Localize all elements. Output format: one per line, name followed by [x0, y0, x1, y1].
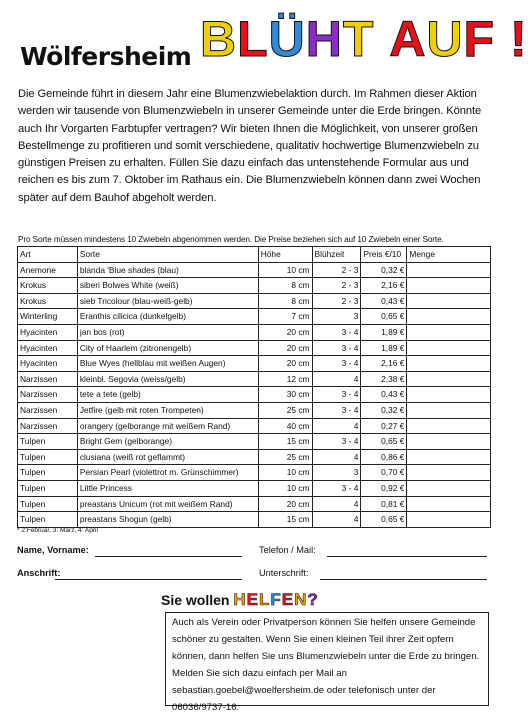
cell-hoehe: 40 cm [258, 418, 312, 434]
col-sorte-header: Sorte [77, 247, 258, 263]
cell-bluehzeit: 4 [312, 449, 361, 465]
slogan-letter: U [426, 11, 464, 67]
cell-menge[interactable] [407, 324, 491, 340]
cell-sorte: Eranthis cilicica (dunkelgelb) [77, 309, 258, 325]
cell-hoehe: 20 cm [258, 356, 312, 372]
cell-bluehzeit: 3 - 4 [312, 356, 361, 372]
cell-art: Narzissen [18, 402, 78, 418]
cell-hoehe: 8 cm [258, 278, 312, 294]
slogan-letter [374, 11, 389, 67]
cell-menge[interactable] [407, 278, 491, 294]
cell-preis: 0,43 € [361, 293, 407, 309]
signature-input-line[interactable] [320, 579, 487, 580]
slogan-letter: Ü [268, 11, 306, 67]
help-title-word [233, 592, 318, 608]
phone-label: Telefon / Mail: [259, 545, 316, 555]
cell-bluehzeit: 2 - 3 [312, 262, 361, 278]
cell-preis: 2,38 € [361, 371, 407, 387]
col-bluehzeit-header: Blühzeit [312, 247, 361, 263]
cell-art: Tulpen [18, 434, 78, 450]
cell-art: Krokus [18, 278, 78, 294]
table-row [18, 512, 491, 528]
cell-preis: 0,32 € [361, 262, 407, 278]
slogan-letter: ! [510, 11, 528, 67]
cell-menge[interactable] [407, 512, 491, 528]
col-preis-header: Preis €/10 [361, 247, 407, 263]
table-row [18, 480, 491, 496]
cell-bluehzeit: 2 - 3 [312, 293, 361, 309]
cell-sorte: clusiana (weiß rot geflammt) [77, 449, 258, 465]
table-row [18, 449, 491, 465]
cell-menge[interactable] [407, 293, 491, 309]
cell-bluehzeit: 4 [312, 512, 361, 528]
cell-sorte: blanda 'Blue shades (blau) [77, 262, 258, 278]
intro-paragraph: Die Gemeinde führt in diesem Jahr eine Blumenzwiebelaktion durch. Im Rahmen dieser Aktion werden wir tausende von Blumenzwiebeln in unserer Gemeinde unter die Erde bringen. Könnte auch Ihr Vorgarten Farbtupfer vertragen? Wir bieten Ihnen die Möglichkeit, von unserer großen Bestellmenge zu profitieren und somit verschiedene, qualitativ hochwertige Blumenzwiebeln zu günstigen Preisen zu erhalten. Füllen Sie dazu einfach das untenstehende Formular aus und reichen es bis zum 7. Oktober im Rathaus ein. Die Blumenzwiebeln können dann zwei Wochen später auf dem Bauhof abgeholt werden. [18, 88, 482, 204]
cell-sorte: Persian Pearl (violettrot m. Grünschimmer) [77, 465, 258, 481]
table-row [18, 324, 491, 340]
phone-input-line[interactable] [327, 556, 487, 557]
cell-preis: 0,70 € [361, 465, 407, 481]
cell-menge[interactable] [407, 465, 491, 481]
cell-sorte: tete a tete (gelb) [77, 387, 258, 403]
help-title [161, 590, 319, 610]
cell-art: Hyacinten [18, 356, 78, 372]
col-art-header: Art [18, 247, 78, 263]
cell-bluehzeit: 3 - 4 [312, 434, 361, 450]
cell-menge[interactable] [407, 387, 491, 403]
table-row [18, 293, 491, 309]
cell-bluehzeit: 3 [312, 465, 361, 481]
footnote: * 2:Februar, 3: März, 4: April [17, 527, 98, 534]
help-title-letter: E [281, 590, 295, 609]
cell-sorte: Little Princess [77, 480, 258, 496]
brand-title: Wölfersheim [20, 42, 192, 71]
signature-label: Unterschrift: [259, 568, 309, 578]
cell-hoehe: 25 cm [258, 402, 312, 418]
table-row [18, 309, 491, 325]
cell-bluehzeit: 3 - 4 [312, 387, 361, 403]
table-note: Pro Sorte müssen mindestens 10 Zwiebeln abgenommen werden. Die Preise beziehen sich auf 10 Zwiebeln einer Sorte. [18, 235, 444, 244]
table-row [18, 496, 491, 512]
slogan-letter: L [237, 11, 269, 67]
cell-menge[interactable] [407, 356, 491, 372]
help-text: Auch als Verein oder Privatperson können Sie helfen unsere Gemeinde schöner zu gestalten. Wenn Sie einen kleinen Teil ihrer Zeit opfern können, dann helfen Sie uns Blumenzwiebeln unter die Erde zu bringen. Melden Sie sich dazu einfach per Mail an sebastian.goebel@woelfersheim.de oder telefonisch unter der 06036/9737-16. [172, 617, 480, 713]
help-title-letter: L [258, 590, 271, 609]
cell-preis: 0,27 € [361, 418, 407, 434]
cell-art: Tulpen [18, 512, 78, 528]
cell-bluehzeit: 3 - 4 [312, 324, 361, 340]
cell-preis: 0,65 € [361, 434, 407, 450]
slogan-title [200, 11, 528, 67]
cell-preis: 0,65 € [361, 512, 407, 528]
table-header-row [18, 247, 491, 263]
cell-preis: 0,32 € [361, 402, 407, 418]
help-title-letter: ? [307, 590, 319, 609]
name-label: Name, Vorname: [17, 545, 89, 555]
slogan-letter [495, 11, 510, 67]
cell-sorte: sieb Tricolour (blau-weiß-gelb) [77, 293, 258, 309]
cell-art: Tulpen [18, 496, 78, 512]
help-title-letter: H [233, 590, 247, 609]
cell-bluehzeit: 4 [312, 418, 361, 434]
table-row [18, 387, 491, 403]
cell-menge[interactable] [407, 449, 491, 465]
cell-bluehzeit: 3 - 4 [312, 340, 361, 356]
cell-art: Krokus [18, 293, 78, 309]
slogan-letter: B [200, 11, 238, 67]
cell-menge[interactable] [407, 402, 491, 418]
cell-preis: 2,16 € [361, 356, 407, 372]
cell-menge[interactable] [407, 340, 491, 356]
cell-preis: 1,89 € [361, 340, 407, 356]
cell-art: Hyacinten [18, 324, 78, 340]
cell-bluehzeit: 4 [312, 371, 361, 387]
cell-menge[interactable] [407, 496, 491, 512]
cell-preis: 0,43 € [361, 387, 407, 403]
cell-bluehzeit: 3 - 4 [312, 402, 361, 418]
cell-hoehe: 25 cm [258, 449, 312, 465]
cell-hoehe: 10 cm [258, 480, 312, 496]
slogan-letter: H [305, 11, 343, 67]
slogan-letter: T [342, 11, 375, 67]
cell-hoehe: 15 cm [258, 434, 312, 450]
address-input-line[interactable] [55, 579, 242, 580]
cell-menge[interactable] [407, 434, 491, 450]
table-row [18, 402, 491, 418]
table-row [18, 434, 491, 450]
cell-bluehzeit: 4 [312, 496, 361, 512]
cell-art: Tulpen [18, 465, 78, 481]
col-hoehe-header: Höhe [258, 247, 312, 263]
cell-bluehzeit: 2 - 3 [312, 278, 361, 294]
table-row [18, 278, 491, 294]
help-title-letter: F [270, 590, 282, 609]
help-title-letter: N [294, 590, 308, 609]
cell-hoehe: 15 cm [258, 512, 312, 528]
slogan-letter: A [389, 11, 427, 67]
table-row [18, 465, 491, 481]
cell-art: Narzissen [18, 371, 78, 387]
cell-art: Narzissen [18, 387, 78, 403]
cell-hoehe: 12 cm [258, 371, 312, 387]
cell-hoehe: 30 cm [258, 387, 312, 403]
cell-sorte: Bright Gem (gelborange) [77, 434, 258, 450]
cell-hoehe: 10 cm [258, 465, 312, 481]
cell-hoehe: 20 cm [258, 324, 312, 340]
cell-art: Narzissen [18, 418, 78, 434]
cell-art: Hyacinten [18, 340, 78, 356]
cell-sorte: preastans Unicum (rot mit weißem Rand) [77, 496, 258, 512]
cell-art: Winterling [18, 309, 78, 325]
cell-preis: 2,16 € [361, 278, 407, 294]
cell-sorte: siberi Bolwes White (weiß) [77, 278, 258, 294]
cell-hoehe: 10 cm [258, 262, 312, 278]
cell-preis: 0,65 € [361, 309, 407, 325]
cell-art: Tulpen [18, 480, 78, 496]
cell-menge[interactable] [407, 262, 491, 278]
table-row [18, 418, 491, 434]
table-row [18, 262, 491, 278]
name-input-line[interactable] [95, 556, 242, 557]
help-title-prefix: Sie wollen [161, 592, 230, 608]
cell-art: Anemone [18, 262, 78, 278]
cell-menge[interactable] [407, 418, 491, 434]
cell-menge[interactable] [407, 480, 491, 496]
cell-sorte: Blue Wyes (hellblau mit weißen Augen) [77, 356, 258, 372]
order-table-body [18, 262, 491, 527]
cell-bluehzeit: 3 - 4 [312, 480, 361, 496]
address-label: Anschrift: [17, 568, 61, 578]
cell-sorte: orangery (gelborange mit weißem Rand) [77, 418, 258, 434]
cell-hoehe: 20 cm [258, 340, 312, 356]
cell-bluehzeit: 3 [312, 309, 361, 325]
table-row [18, 340, 491, 356]
cell-preis: 0,81 € [361, 496, 407, 512]
cell-preis: 0,86 € [361, 449, 407, 465]
help-title-letter: E [246, 590, 259, 609]
slogan-letter: F [463, 11, 496, 67]
cell-hoehe: 20 cm [258, 496, 312, 512]
cell-preis: 1,89 € [361, 324, 407, 340]
page-header [14, 8, 528, 78]
table-row [18, 371, 491, 387]
cell-hoehe: 8 cm [258, 293, 312, 309]
cell-sorte: preastans Shogun (gelb) [77, 512, 258, 528]
cell-preis: 0,92 € [361, 480, 407, 496]
cell-hoehe: 7 cm [258, 309, 312, 325]
cell-sorte: City of Haarlem (zitronengelb) [77, 340, 258, 356]
cell-menge[interactable] [407, 371, 491, 387]
cell-sorte: kleinbl. Segovia (weiss/gelb) [77, 371, 258, 387]
cell-art: Tulpen [18, 449, 78, 465]
cell-menge[interactable] [407, 309, 491, 325]
cell-sorte: jan bos (rot) [77, 324, 258, 340]
table-row [18, 356, 491, 372]
order-table [17, 246, 491, 528]
col-menge-header: Menge [407, 247, 491, 263]
cell-sorte: Jetfire (gelb mit roten Trompeten) [77, 402, 258, 418]
